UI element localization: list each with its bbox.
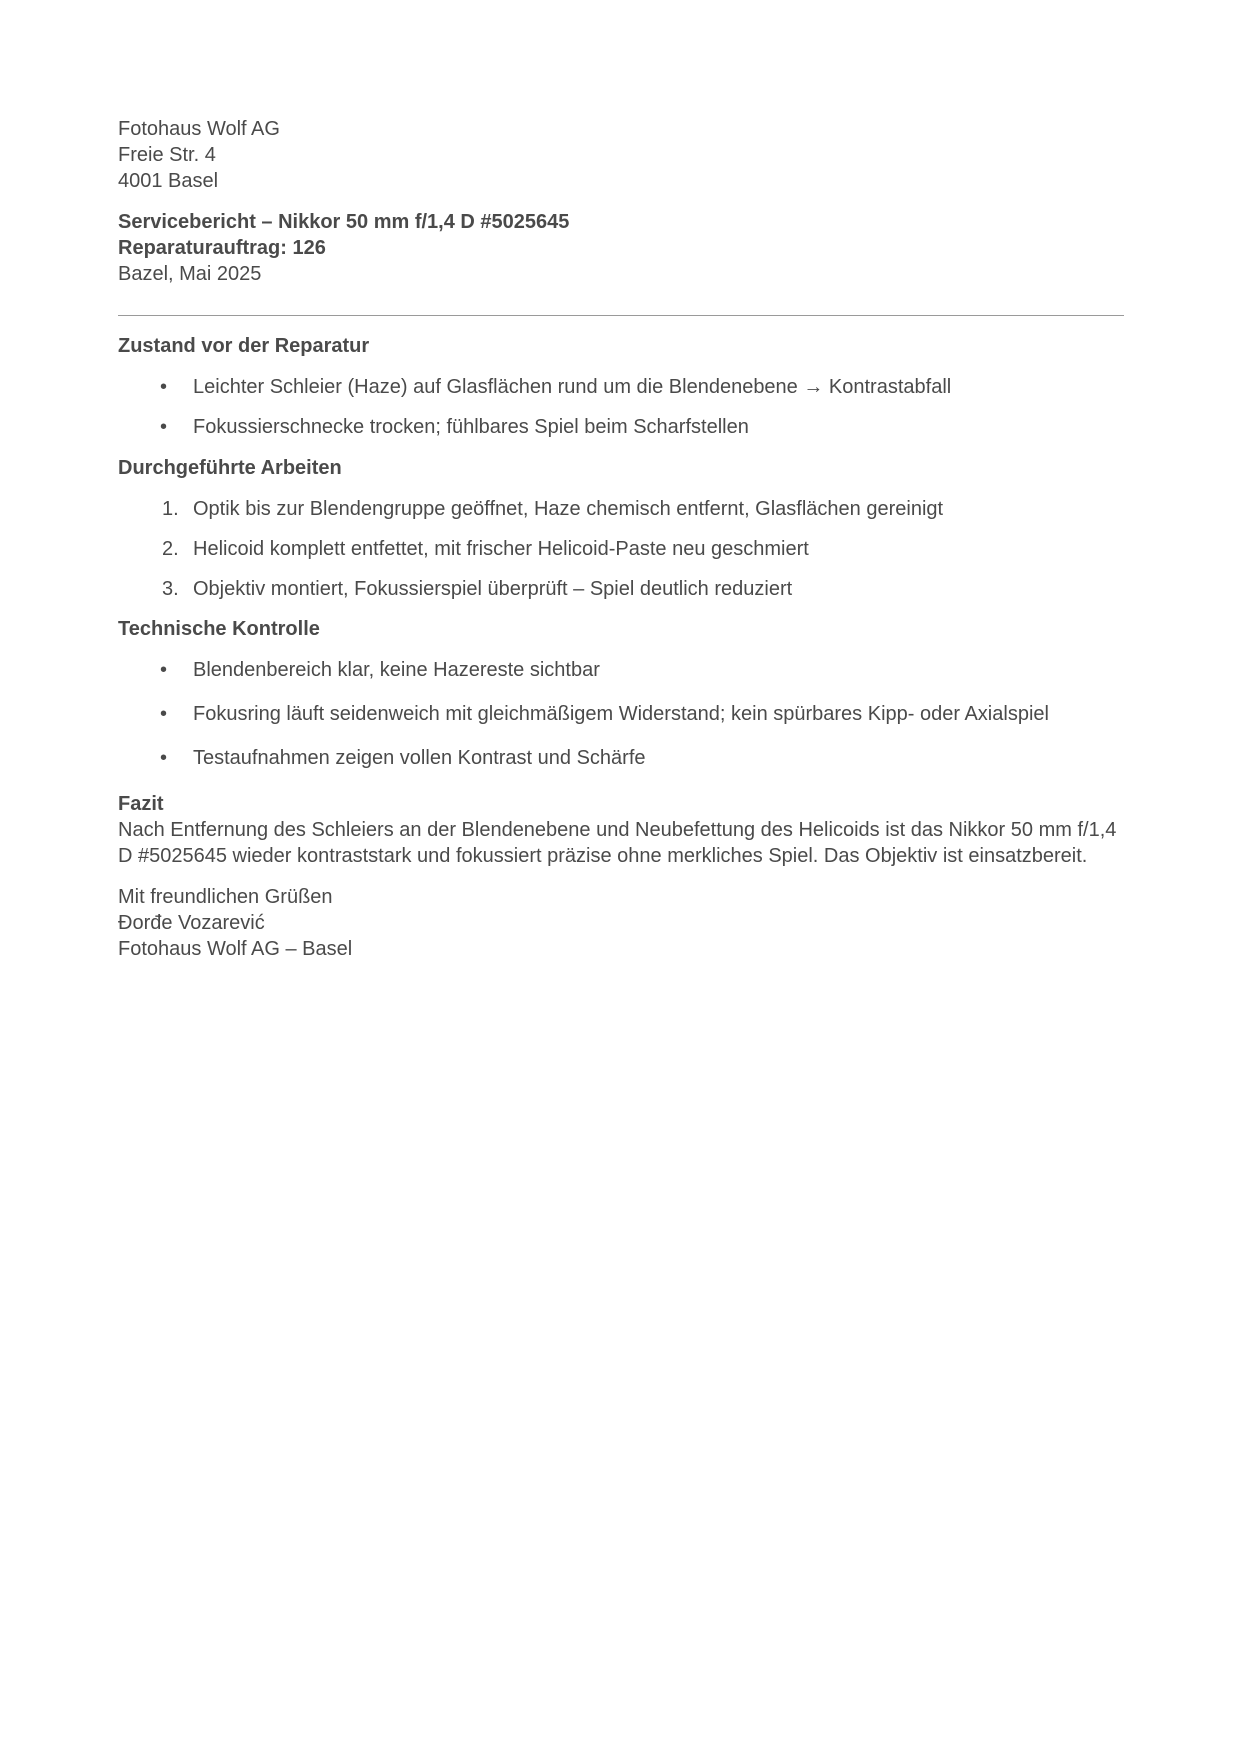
document-page	[118, 116, 1124, 962]
before-list	[118, 374, 1124, 440]
list-item	[118, 657, 1124, 683]
signer-name: Đorđe Vozarević	[118, 912, 265, 934]
work-list	[118, 496, 1124, 602]
bullet-marker: •	[160, 747, 168, 769]
divider	[118, 315, 1124, 316]
list-item	[118, 701, 1124, 727]
bullet-marker: •	[160, 376, 168, 398]
list-item	[118, 536, 1124, 562]
report-title: Servicebericht – Nikkor 50 mm f/1,4 D #5025645	[118, 211, 570, 233]
list-item-text: Objektiv montiert, Fokussierspiel überprüft – Spiel deutlich reduziert	[193, 578, 793, 600]
conclusion-text: Nach Entfernung des Schleiers an der Blendenebene und Neubefettung des Helicoids ist das Nikkor 50 mm f/1,4 D #5025645 wieder kontraststark und fokussiert präzise ohne merkliches Spiel. Das Objektiv ist einsatzbereit.	[118, 819, 1117, 867]
list-item-text: Testaufnahmen zeigen vollen Kontrast und Schärfe	[193, 747, 646, 769]
number-marker: 1.	[162, 498, 179, 520]
closing-block	[118, 884, 1124, 962]
sender-company: Fotohaus Wolf AG	[118, 118, 280, 140]
bullet-marker: •	[160, 416, 168, 438]
check-list	[118, 657, 1124, 771]
sender-city: 4001 Basel	[118, 170, 219, 192]
sender-address	[118, 116, 1124, 194]
list-item	[118, 414, 1124, 440]
number-marker: 3.	[162, 578, 179, 600]
list-item	[118, 496, 1124, 522]
section-title-before: Zustand vor der Reparatur	[118, 335, 370, 357]
section-title-check: Technische Kontrolle	[118, 618, 320, 640]
list-item-text: Fokussierschnecke trocken; fühlbares Spiel beim Scharfstellen	[193, 416, 749, 438]
number-marker: 2.	[162, 538, 179, 560]
list-item-text: Helicoid komplett entfettet, mit frischer Helicoid-Paste neu geschmiert	[193, 538, 809, 560]
list-item-text: Blendenbereich klar, keine Hazereste sichtbar	[193, 659, 600, 681]
place-date: Bazel, Mai 2025	[118, 263, 262, 285]
list-item	[118, 374, 1124, 400]
bullet-marker: •	[160, 703, 168, 725]
list-item	[118, 745, 1124, 771]
sender-street: Freie Str. 4	[118, 144, 216, 166]
signer-company: Fotohaus Wolf AG – Basel	[118, 938, 353, 960]
list-item-text: Optik bis zur Blendengruppe geöffnet, Haze chemisch entfernt, Glasflächen gereinigt	[193, 498, 944, 520]
list-item	[118, 576, 1124, 602]
bullet-marker: •	[160, 659, 168, 681]
section-title-conclusion: Fazit	[118, 793, 164, 815]
closing-greeting: Mit freundlichen Grüßen	[118, 886, 333, 908]
report-header	[118, 209, 1124, 287]
section-title-work: Durchgeführte Arbeiten	[118, 457, 342, 479]
list-item-text: Leichter Schleier (Haze) auf Glasflächen rund um die Blendenebene → Kontrastabfall	[193, 376, 952, 398]
repair-order: Reparaturauftrag: 126	[118, 237, 326, 259]
list-item-text: Fokusring läuft seidenweich mit gleichmäßigem Widerstand; kein spürbares Kipp- oder Axialspiel	[193, 703, 1049, 725]
